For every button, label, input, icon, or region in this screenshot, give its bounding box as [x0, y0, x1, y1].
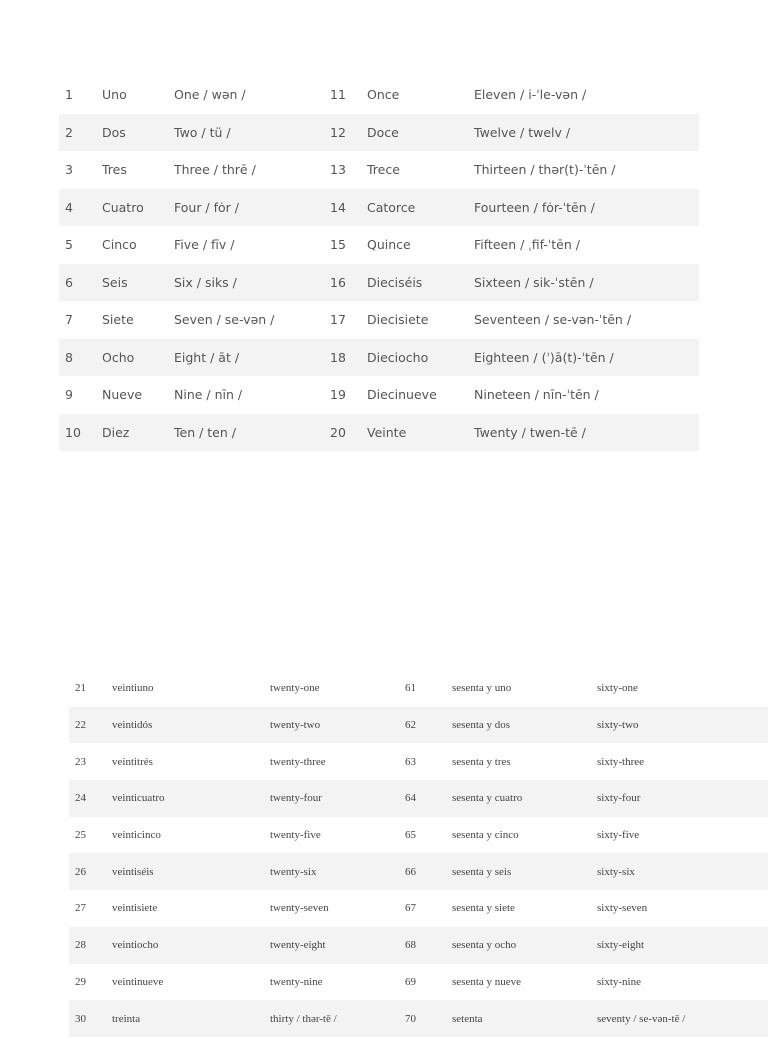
english-word-cell: sixty-four — [591, 780, 768, 817]
number-cell: 23 — [75, 755, 86, 768]
spanish-word-cell: Tres — [102, 162, 127, 178]
spanish-word-cell: Diecisiete — [367, 312, 429, 328]
table-row — [59, 189, 699, 227]
number-cell: 19 — [330, 387, 346, 403]
spanish-word-cell: setenta — [446, 1000, 591, 1037]
spanish-word-cell: Dos — [96, 114, 168, 152]
table-row — [59, 114, 699, 152]
english-word-cell: Fourteen / fȯr-ˈtēn / — [468, 189, 699, 227]
spanish-word-cell: Doce — [361, 114, 468, 152]
table-row — [69, 817, 768, 854]
english-word-cell: seventy / se-vən-tē / — [591, 1000, 768, 1037]
table-row — [69, 890, 768, 927]
english-word-cell: Twelve / twelv / — [468, 114, 699, 152]
numbers-table-21-70 — [69, 670, 768, 1037]
number-cell: 18 — [324, 339, 361, 377]
english-word-cell: twenty-six — [264, 853, 399, 890]
table-row — [69, 1000, 768, 1037]
table-row — [59, 226, 699, 264]
spanish-word-cell: veintiuno — [112, 682, 154, 695]
numbers-table-1-20 — [59, 76, 699, 451]
spanish-word-cell: Cinco — [102, 237, 137, 253]
english-word-cell: Six / siks / — [168, 264, 324, 302]
spanish-word-cell: Siete — [102, 312, 134, 328]
spanish-word-cell: Uno — [102, 87, 127, 103]
number-cell: 66 — [399, 853, 446, 890]
spanish-word-cell: Seis — [96, 264, 168, 302]
spanish-word-cell: Quince — [367, 237, 411, 253]
spanish-word-cell: veintinueve — [112, 975, 164, 988]
english-word-cell: Four / fȯr / — [168, 189, 324, 227]
english-word-cell: twenty-five — [270, 829, 321, 842]
number-cell: 28 — [69, 927, 106, 964]
spanish-word-cell: Diecinueve — [367, 387, 437, 403]
english-word-cell: sixty-two — [591, 707, 768, 744]
spanish-word-cell: Trece — [367, 162, 400, 178]
number-cell: 68 — [399, 927, 446, 964]
english-word-cell: Five / fīv / — [174, 237, 235, 253]
spanish-word-cell: veintitrés — [112, 755, 153, 768]
english-word-cell: twenty-one — [270, 682, 320, 695]
spanish-word-cell: sesenta y uno — [452, 682, 512, 695]
english-word-cell: Ten / ten / — [168, 414, 324, 452]
spanish-word-cell: Cuatro — [96, 189, 168, 227]
english-word-cell: Seven / se-vən / — [174, 312, 275, 328]
number-cell: 20 — [324, 414, 361, 452]
table-row — [69, 743, 768, 780]
number-cell: 70 — [399, 1000, 446, 1037]
spanish-word-cell: Ocho — [96, 339, 168, 377]
spanish-word-cell: sesenta y nueve — [452, 975, 522, 988]
english-word-cell: Fifteen / ˌfif-ˈtēn / — [474, 237, 580, 253]
english-word-cell: Seventeen / se-vən-ˈtēn / — [474, 312, 632, 328]
number-cell: 21 — [75, 682, 86, 695]
number-cell: 30 — [69, 1000, 106, 1037]
spanish-word-cell: sesenta y cinco — [452, 829, 519, 842]
number-cell: 69 — [405, 975, 416, 988]
number-cell: 7 — [65, 312, 73, 328]
spanish-word-cell: sesenta y tres — [452, 755, 511, 768]
number-cell: 2 — [59, 114, 96, 152]
table-row — [69, 927, 768, 964]
number-cell: 22 — [69, 707, 106, 744]
english-word-cell: twenty-three — [270, 755, 326, 768]
spanish-word-cell: sesenta y dos — [446, 707, 591, 744]
table-row — [59, 339, 699, 377]
spanish-word-cell: sesenta y cuatro — [446, 780, 591, 817]
number-cell: 29 — [75, 975, 86, 988]
english-word-cell: thirty / thər-tē / — [264, 1000, 399, 1037]
english-word-cell: sixty-three — [597, 755, 645, 768]
english-word-cell: sixty-nine — [597, 975, 641, 988]
number-cell: 3 — [65, 162, 73, 178]
spanish-word-cell: veinticinco — [112, 829, 161, 842]
english-word-cell: sixty-one — [597, 682, 638, 695]
english-word-cell: Thirteen / thər(t)-ˈtēn / — [474, 162, 616, 178]
table-row — [69, 780, 768, 817]
number-cell: 4 — [59, 189, 96, 227]
english-word-cell: sixty-six — [591, 853, 768, 890]
english-word-cell: Eight / āt / — [168, 339, 324, 377]
spanish-word-cell: sesenta y ocho — [446, 927, 591, 964]
spanish-word-cell: treinta — [106, 1000, 264, 1037]
number-cell: 10 — [59, 414, 96, 452]
spanish-word-cell: Dieciséis — [361, 264, 468, 302]
number-cell: 63 — [405, 755, 416, 768]
table-row — [69, 670, 768, 707]
spanish-word-cell: sesenta y siete — [452, 902, 515, 915]
table-row — [59, 151, 699, 189]
table-row — [59, 76, 699, 114]
english-word-cell: Three / thrē / — [174, 162, 256, 178]
number-cell: 62 — [399, 707, 446, 744]
spanish-word-cell: Veinte — [361, 414, 468, 452]
number-cell: 26 — [69, 853, 106, 890]
number-cell: 65 — [405, 829, 416, 842]
english-word-cell: Nine / nīn / — [174, 387, 243, 403]
english-word-cell: Eleven / i-ˈle-vən / — [474, 87, 587, 103]
table-row — [69, 853, 768, 890]
number-cell: 1 — [65, 87, 73, 103]
english-word-cell: sixty-five — [597, 829, 640, 842]
english-word-cell: Two / tü / — [168, 114, 324, 152]
spanish-word-cell: sesenta y seis — [446, 853, 591, 890]
table-row — [59, 376, 699, 414]
number-cell: 27 — [75, 902, 86, 915]
spanish-word-cell: veintiocho — [106, 927, 264, 964]
number-cell: 14 — [324, 189, 361, 227]
table-row — [59, 414, 699, 452]
number-cell: 61 — [405, 682, 416, 695]
table-row — [59, 301, 699, 339]
english-word-cell: sixty-seven — [597, 902, 648, 915]
number-cell: 9 — [65, 387, 73, 403]
spanish-word-cell: veintisiete — [112, 902, 158, 915]
number-cell: 8 — [59, 339, 96, 377]
number-cell: 13 — [330, 162, 346, 178]
spanish-word-cell: Nueve — [102, 387, 143, 403]
spanish-word-cell: veintidós — [106, 707, 264, 744]
spanish-word-cell: Once — [367, 87, 400, 103]
english-word-cell: One / wən / — [174, 87, 246, 103]
number-cell: 67 — [405, 902, 416, 915]
english-word-cell: Sixteen / sik-ˈstēn / — [468, 264, 699, 302]
english-word-cell: twenty-seven — [270, 902, 329, 915]
english-word-cell: Eighteen / (ˈ)ā(t)-ˈtēn / — [468, 339, 699, 377]
table-row — [69, 964, 768, 1001]
english-word-cell: sixty-eight — [591, 927, 768, 964]
english-word-cell: twenty-eight — [264, 927, 399, 964]
number-cell: 64 — [399, 780, 446, 817]
spanish-word-cell: veinticuatro — [106, 780, 264, 817]
english-word-cell: Twenty / twen-tē / — [468, 414, 699, 452]
table-row — [59, 264, 699, 302]
number-cell: 5 — [65, 237, 73, 253]
english-word-cell: twenty-four — [264, 780, 399, 817]
spanish-word-cell: Catorce — [361, 189, 468, 227]
english-word-cell: twenty-two — [264, 707, 399, 744]
spanish-word-cell: veintiséis — [106, 853, 264, 890]
number-cell: 24 — [69, 780, 106, 817]
number-cell: 25 — [75, 829, 86, 842]
english-word-cell: twenty-nine — [270, 975, 323, 988]
english-word-cell: Nineteen / nīn-ˈtēn / — [474, 387, 599, 403]
number-cell: 12 — [324, 114, 361, 152]
number-cell: 17 — [330, 312, 346, 328]
spanish-word-cell: Dieciocho — [361, 339, 468, 377]
number-cell: 6 — [59, 264, 96, 302]
number-cell: 15 — [330, 237, 346, 253]
number-cell: 11 — [330, 87, 346, 103]
number-cell: 16 — [324, 264, 361, 302]
table-row — [69, 707, 768, 744]
spanish-word-cell: Diez — [96, 414, 168, 452]
